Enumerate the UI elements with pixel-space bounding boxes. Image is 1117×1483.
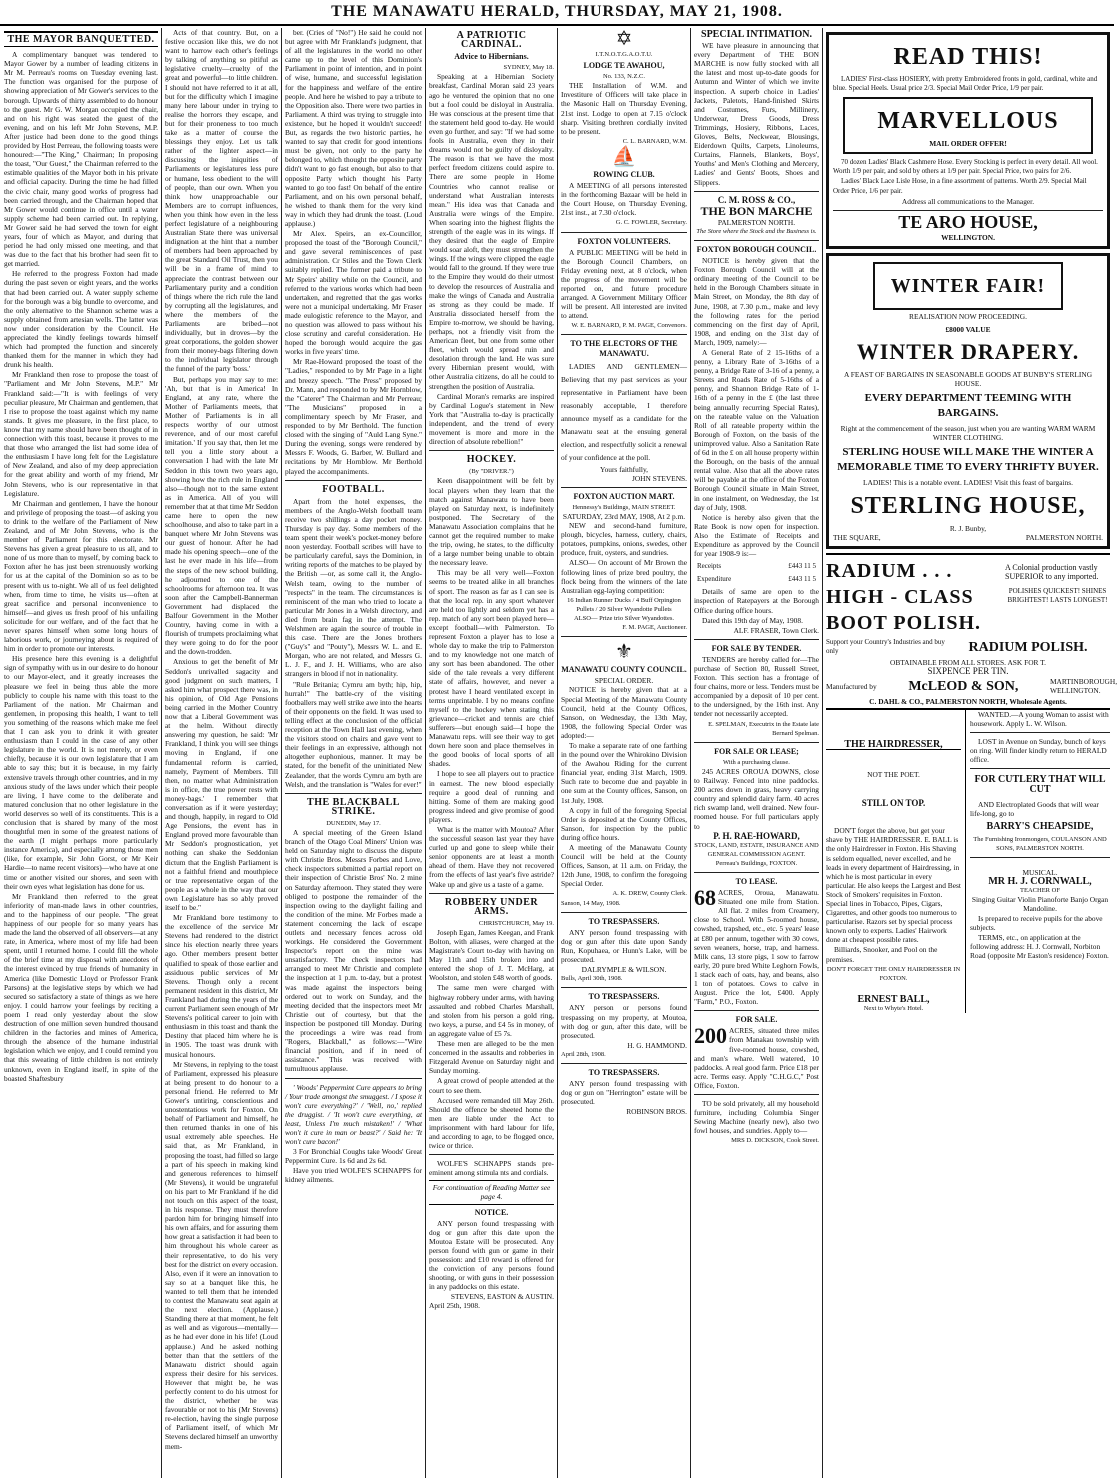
lease68-body: ACRES, Oroua, Manawatu. Situated one mile from Station. All flat. 2 miles from Creamery, close to School. With 5-roomed house, cowshed, trapshed, etc., etc. 5 years' lease at £80 per annum, together with 30 cows, seven weaners, horse, trap, and harness. Milk cans, 13 store pigs, 1 sow to farrow early, 20 pure bred White Leghorn Fowls, 1 stack each of oats, hay, and beans, also 1 ton of potatoes. Cows to calve in August. Price the lot, £400. Apply "Farm," P.O., Foxton. — [694, 888, 819, 1007]
lodge-signature: C. L. BARNARD, W.M. — [622, 137, 687, 145]
obtainable-text: OBTAINABLE FROM ALL STORES. ASK FOR T. — [889, 657, 1046, 667]
lease68-text — [694, 885, 819, 1007]
terms-text: TERMS, etc., on application at the following address: H. J. Cornwall, Norbiton Road (opposite Mr Easton's residence) Foxton. — [970, 932, 1109, 960]
store-line: The Store where the Stock and the Business is. — [696, 227, 817, 235]
trespass-signature: ROBINSON BROS. — [626, 1107, 687, 1117]
dahl-text: C. DAHL & CO., PALMERSTON NORTH, Wholesale Agents. — [826, 697, 1110, 710]
trespass-text: ANY person found trespassing with dog or gun after this date upon Sandy Run, Kopuhaea, or Hunn's Lake, will be prosecuted. — [561, 927, 687, 965]
dateline: DUNEDIN, May 17. — [326, 819, 381, 827]
divider — [561, 487, 687, 488]
divider — [285, 1078, 422, 1079]
radium-advert — [826, 553, 1117, 710]
electors-signature: JOHN STEVENS. — [631, 473, 687, 483]
not-poet: NOT THE POET. — [867, 770, 920, 780]
rowing-text: A MEETING of all persons interested in the forthcoming Bazaar will be held in the Court House, on Thursday Evening, 21st inst., at 7.30 o'clock. — [561, 181, 687, 218]
lodge-number: No. 133, N.Z.C. — [602, 73, 646, 81]
palmerston-text: PALMERSTON NORTH. — [1025, 532, 1103, 542]
electors-text: LADIES AND GENTLEMEN—Believing that my past services as your representative in Parliament have been reasonably acceptable, I therefore announce myself as a candidate for the Manawatu seat at the ensuing general election, and respectfully solicit a renewal of your confidence at the poll. — [561, 361, 687, 462]
table-row — [696, 561, 817, 572]
ernest-ball: ERNEST BALL, — [857, 993, 930, 1005]
council-rates: A General Rate of 2 15-16ths of a penny, a Library Rate of 3-16ths of a penny, a Bridge Rate of 3-16 of a penny, a Streets and Roads Rate of 5-16ths of a penny, and Shannon Bridge Rate of 1-16th of a penny in the £ (the last three being annually recurring Special Rates), on the rateable value on the Valuation Roll of all rateable property within the Borough of Foxton, on the basis of the unimproved value. Also a Sanitation Rate of 6d in the £ on all house property within the Borough, on the basis of the annual rental value. Also that all the above rates will be payable at the office of the Foxton Borough Council situate in Main Street, in one instalment, on Wednesday, the 1st day of July, 1908. — [694, 348, 819, 512]
tender-text: TENDERS are hereby called for—The purchase of Section 80, Russell Street, Foxton. This section has a frontage of four chains, more or less. Tenders must be accompanied by a deposit of 10 per cent. to the undersigned, by the 16th inst. Any tender not necessarily accepted. — [694, 654, 819, 719]
manager-note: Address all communications to the Manager. — [901, 196, 1035, 206]
lisle-text: Ladies' Black Lace Lisle Hose, in a fine assortment of patterns. Worth 2/9. Special Mail Order Price, 1/6 per pair. — [833, 177, 1087, 195]
marvellous-text: 70 dozen Ladies' Black Cashmere Hose. Every Stocking is perfect in every detail. All wool. Worth 1/9 per pair, and sold by others at 1/9 per pair. Special Price, two pairs for 2/6. — [833, 158, 1098, 176]
lodge-text: THE Installation of W.M. and Investiture of Officers will take place in the Masonic Hall on Thursday Evening, 21st inst. Lodge to open at 7.15 o'clock sharp. Visiting brethren cordially invited to be present. — [561, 81, 687, 136]
feast-text: A FEAST OF BARGAINS IN SEASONABLE GOODS AT BUNBY'S STERLING HOUSE. — [843, 370, 1093, 389]
auction-also: ALSO— On account of Mr Brown the following lines of prize bred poultry, the flock being from the winners of the late Australian egg-laying competition: — [561, 558, 687, 595]
divider — [694, 872, 819, 873]
agent-name: P. H. RAE-HOWARD, — [713, 830, 800, 841]
divider — [694, 191, 819, 192]
winter-fair-heading: WINTER FAIR! — [890, 274, 1046, 297]
lease-title: FOR SALE OR LEASE; — [714, 746, 799, 756]
column-rule — [161, 28, 162, 1478]
auction-date: SATURDAY, 23rd MAY, 1908, At 2 p.m. — [562, 512, 686, 521]
support-text: Support your Country's Industries and buy only — [826, 638, 945, 656]
trespass-signature: DALRYMPLE & WILSON. — [581, 965, 667, 975]
notice-date: April 25th, 1908. — [429, 1301, 480, 1311]
county-order: To make a separate rate of one farthing in the pound over the Whirokino Division of the Awahou Riding for the current financial year, ending 31st March, 1909. Such rate to become due and payable in one sum at the County offices, Sanson, on 1st July, 1908. — [561, 740, 687, 805]
lodge-title: LODGE TE AWAHOU, — [583, 61, 665, 71]
paragraph: Mr Frankland then referred to the great inferiority of man-made laws in other countries, and to the happiness of our people. "The great happiness of our people for so many years has made the land the observed of all observers—at any rate, in America, where most of my life had been spent, until I returned home. I could fill the whole of the brief time at my disposal with anecdotes of the interest evinced by true friends of humanity in America (like Domestic Lloyd or Professor Frank Parsons) at the legislative steps by which we had secured so satisfactory a state of things as we here enjoy. I could harrow your feelings by reciting a poem I read only yesterday about the slow destruction of one million seven hundred thousand children in the factories and mines of America, through the absence of the humane industrial legislation which we enjoy, and I could remind you that this sweating of little children is not entirely unknown, even in England itself, in spite of the boasted Shaftesbury — [4, 891, 158, 1083]
dateline: CHRISTCHURCH, May 19. — [478, 919, 554, 927]
paragraph: Mr Stevens, in replying to the toast of Parliament, expressed his pleasure at being present to do honour to a personal friend. He referred to Mr Gower's untiring, conscientious and unostentatious work for Foxton. On behalf of Parliament and himself, he then returned thanks in one of his usual extremely able speeches. He said that, as Mr Frankland, in proposing the toast, had filled so large a part of his speech in making kind and generous references to himself (Mr Stevens), it would be ungrateful on his part to Mr Frankland if he did not touch on this aspect of the toast, in his response. They must therefore pardon him for bringing himself into his own affairs, and for assuring them how great a satisfaction it had been to him throughout his whole career as their representative, to do his very best for the district on every occasion. Also, even if it were an innovation to say so at a banquet like this, he wanted to tell them that he intended to contest the Manawatu seat again at the next election. (Applause.) Standing there at that moment, he felt as well and as vigorous—mentally—as he had ever done in his life! (Loud applause.) And he asked nothing better than that the settlers of the Manawatu district should again express their desire for his services. However that might be, he was perfectly content to do his utmost for the district, whether he was favourable or not to his (Mr Stevens) re-election, having the single purpose of Parliament itself, of which Mr Stevens declared himself an unworthy mem- — [165, 1059, 278, 1451]
council-text: NOTICE is hereby given that the Foxton Borough Council will at the ordinary meeting of the Council to be held in the Borough Chambers situate in Main Street, on Monday, the 8th day of June, 1908, at 7.30 p.m., make and levy the following rates for the period commencing on the first day of April, 1908, and ending on the 31st day of March, 1909, namely:— — [694, 256, 819, 347]
trespass-text: ANY person or persons found trespassing on my property, at Moutoa, with dog or gun, after this date, will be prosecuted. — [561, 1003, 687, 1040]
sterling-make-text: STERLING HOUSE WILL MAKE THE WINTER A MEMORABLE TIME TO EVERY THRIFTY BUYER. — [837, 446, 1099, 474]
electro-text: AND Electroplated Goods that will wear life-long, go to — [970, 799, 1099, 818]
notice-title: NOTICE. — [474, 1207, 509, 1217]
paragraph: A special meeting of the Green Island branch of the Otago Coal Miners' Union was held on Saturday night to discuss the dispute with Christie Bros. Messrs Forbes and Love, check inspectors submitted a partial report on their inspection of Christie Bros' No. 2 mine on Saturday afternoon. They stated they were obliged to postpone the remainder of the inspection owing to the daylight failing and the condition of the mine. Mr Forbes made a statement concerning the lack of escape outlets and necessary fences across old workings. He considered the Government Inspector's report on the mine was unsatisfactory. The check inspectors had arranged to meet Mr Christie and complete the inspection at 1 p.m. to-day, but a protest was made against the inspectors being ordered out to work on Sunday, and the meeting decided that the inspectors meet Mr Christie out of courtesy, but that the inspection be postponed till Monday. During the proceedings a wire was read from "Rogers, Blackball," as follows:—"Wire financial position, and if in need of assistance." This was received with tumultuous applause. — [285, 827, 422, 1074]
auction-title: FOXTON AUCTION MART. — [573, 491, 675, 501]
store-town: PALMERSTON NORTH. — [717, 217, 796, 227]
column-6 — [694, 28, 819, 1480]
expenditure-value: £443 11 5 — [788, 575, 816, 584]
mcleod-heading: McLEOD & SON, — [908, 678, 1019, 694]
radium-line-3: BOOT POLISH. — [826, 611, 982, 634]
radium-line-1: RADIUM . . . — [826, 559, 953, 582]
paragraph: Anxious to get the benefit of Mr Seddon's unrivalled sagacity and good judgment on such matters, I asked him what prospect there was, in his opinion, of Old Age Pensions being carried in the Mother Country now that a Liberal Government was at the helm. Without directly answering my question, he said: 'Mr Frankland, I think you will see things moving in England, if one fundamental reform is carried, namely, Payment of Members. Till then, no matter what Administration is in office, the true power rests with money-bags.' I remember that conversation as if it were yesterday; and though, happily, in regard to Old Age Pensions, the event has in England proved more favourable than Mr Seddon's prognostication, yet nothing can shake the Seddonian dictum that the English Parliament is not a faithful friend and mouthpiece or true representative organ of the people as a whole in the way that our own Legislature has so ably proved itself to be." — [165, 657, 278, 912]
poem: ' Woods' Peppermint Cure appears to bring / Your trade amongst the smuggest. / I spose it won't cure everything?' / 'Well, no,' replied the druggist. / 'It won't cure everything, at least, Unless I'm much mistaken!' / 'What won't it cure in man or beast?' / Said he: 'It won't cure bacon!' — [285, 1082, 422, 1147]
divider — [694, 1010, 819, 1011]
sixpence-text: SIXPENCE PER TIN. — [927, 665, 1009, 676]
lease-text: 245 ACRES OROUA DOWNS, close to Railway. Fenced into nine paddocks. 200 acres down in grass, heavy carrying country and splendid dairy farm. 40 acres rich swamp land, well drained. New four-roomed house. For full particulars apply to — [694, 766, 819, 831]
paragraph: Mr Alex. Speirs, an ex-Councillor, proposed the toast of the "Borough Council," and gave several reminiscences of past administration. Cr Stiles and the Town Clerk suitably replied. The former paid a tribute to Mr Speirs' ability while on the Council, and referred to the various works which had been undertaken, and regretted that the gas works were not a municipal undertaking. Mr Fraser made eulogistic reference to the Mayor, and no question was allowed to pass without his close scrutiny and careful consideration. He hoped the borough would acquire the gas works in five years' time. — [285, 229, 422, 357]
trespass-date: Bulls, April 30th, 1908. — [561, 975, 623, 983]
article-title-football: FOOTBALL. — [322, 483, 385, 495]
advert: WOLFE'S SCHNAPPS stands pre-eminent among stimula nts and cordials. — [429, 1159, 554, 1178]
expenditure-label: Expenditure — [697, 575, 732, 584]
county-title: MANAWATU COUNTY COUNCIL. — [561, 665, 687, 675]
paragraph: These men are alleged to be the men concerned in the assaults and robberies in Fitzgerald Avenue on Saturday night and Sunday morning. — [429, 1039, 554, 1076]
paragraph: Speaking at a Hibernian Society breakfast, Cardinal Moran said 23 years ago he ventured the opinion that no one but a fool could be disloyal in Australia. He was conscious at the present time that the statement held good to-day. He would even go further, and say: "If we had some fools in Australia, even they in their dreams would not be guilty of disloyalty. The reason is that we have the most perfect freedom citizens could aspire to. There are some people in Home Countries who cannot realise or understand what Australian interests mean." His idea was that Canada and Australia were wings of the Empire. When soaring into the highest flights the strength of the eagle was in its wings. If they desired that the eagle of Empire would soar aloft, they must strengthen the wings. If the wings were clipped the eagle would fall to the ground. If they were true to the Empire they would do their utmost to develop the resources of Australia and make the wings of Canada and Australia as strong as they could be made. If Australia dissociated herself from the Empire to-morrow, we should be having, perhaps, not a friendly visit from the American fleet, but one from some other fleet, which would spread ruin and desolation through the land. He was sure every Hibernian present would, with other Australia citizens, do all he could to strengthen the position of Australia. — [429, 72, 554, 391]
read-this-heading: READ THIS! — [893, 44, 1043, 70]
private-sale-signature: MRS D. DICKSON, Cook Street. — [731, 1137, 819, 1145]
mail-offer: MAIL ORDER OFFER! — [929, 139, 1007, 149]
tender-title: FOR SALE BY TENDER. — [711, 643, 802, 653]
billiards-text: Billiards, Snooker, and Pool on the premises. — [826, 945, 938, 964]
estimate-table — [694, 559, 819, 587]
still-on-top: STILL ON TOP. — [861, 798, 926, 809]
sale-title: FOR SALE. — [735, 1015, 778, 1025]
electors-title: TO THE ELECTORS OF THE MANAWATU. — [570, 339, 678, 358]
divider — [694, 1094, 819, 1095]
paragraph: ber. (Cries of "No!") He said he could not but agree with Mr Frankland's judgment, that of all the legislatures in the world no other came up to the level of this Dominion's Parliament in point of intention, and in point of wise, humane, and successful legislation for the happiness and welfare of the entire people. And here he wished to pay a tribute to the Opposition also. There were two parties in Parliament. A third was trying to struggle into existence, but he hoped it wouldn't succeed! But, as regards the two historic parties, he wanted to say that credit for good intentions must be given, not only to the party he belonged to, which thought the opposite party didn't want to go fast enough, but also to that opposite Party which thought his Party wanted to go too fast! On behalf of the entire Parliament, and on his own personal behalf, he wished to thank them for the very kind way in which they had drunk the toast. (Loud applause.) — [285, 28, 422, 228]
divider — [561, 334, 687, 335]
radium-polish-heading: RADIUM POLISH. — [968, 639, 1088, 655]
radium-line-2: HIGH - CLASS — [826, 585, 974, 608]
lease68-number: 68 — [694, 885, 716, 911]
column-1 — [4, 28, 158, 1480]
paragraph: Mr Frankland then rose to propose the toast of "Parliament and Mr John Stevens, M.P." Mr Frankland said:—"It is with feelings of very peculiar pleasure, Mr Chairman and gentlemen, that I rise to propose the toast against which my name stands. It gives me pleasure, in the first place, to know that my name should have been thought of in connection with this toast, because it proves to me that those who arranged the list had some idea of the enthusiasm I have long felt for the Legislature of New Zealand, and also of my deep appreciation for the great ability and worth of my friend, Mr John Stevens, who is our representative in that Legislature. — [4, 370, 158, 498]
winter-fair-box — [873, 262, 1063, 310]
next-to-whytes: Next to Whyte's Hotel. — [863, 1004, 924, 1012]
advert: Have you tried WOLFE'S SCHNAPPS for kidney ailments. — [285, 1166, 422, 1185]
tearo-town: WELLINGTON. — [941, 232, 995, 242]
realisation: REALISATION NOW PROCEEDING. — [909, 311, 1027, 321]
drapery-heading: WINTER DRAPERY. — [856, 339, 1080, 365]
receipts-label: Receipts — [697, 562, 722, 571]
wanted-text: WANTED.—A young Woman to assist with housework. Apply L. W. Wilson. — [970, 709, 1109, 729]
colonial-text: A Colonial production vastly SUPERIOR to any imported. — [1005, 562, 1099, 581]
divider — [970, 732, 1110, 733]
column-rule — [557, 28, 558, 1478]
auction-also2: ALSO— Prize trio Silver Wyandottes. — [573, 615, 675, 623]
sale200-body: ACRES, situated three miles from Manakau township with five-roomed house, cowshed, and man's whare. Well watered, 10 paddocks. A real good farm. Price £18 per acre. Terms easy. Apply "C.H.G.C," Post Office, Foxton. — [694, 1026, 819, 1090]
martinborough-text: MARTINBOROUGH, WELLINGTON. — [1049, 677, 1117, 696]
rowing-title: ROWING CLUB. — [593, 169, 655, 179]
county-date: Sanson, 14 May, 1908. — [561, 899, 621, 907]
column-7 — [826, 28, 1117, 1480]
paragraph: "Rule Britania; Cymru am byth; hip, hip, hurrah!" The battle-cry of the visiting footballers may well strike awe into the hearts of their opponents on the field. It was used to telling effect at the conclusion of the official reception at the Town Hall last evening, when the visitors stood on chairs and gave vent to their feelings in an expressive, although not altogether euphonious, manner. It may be stated, for the benefit of the uninitiated New Zealander, that the words Cymru am byth are Welsh, and the translation is "Wales for ever!" — [285, 679, 422, 789]
hairdresser-heading: THE HAIRDRESSER, — [826, 740, 961, 750]
trespass-text: ANY person found trespassing with dog or gun on "Herrington" estate will be prosecuted. — [561, 1079, 687, 1107]
divider — [429, 893, 554, 894]
musical-heading: MUSICAL. — [1022, 868, 1058, 878]
county-text: NOTICE is hereby given that at a Special Meeting of the Manawatu County Council, held at the County Offices, Sanson, on Wednesday, the 13th May, 1908, the following Special Order was adopted:— — [561, 685, 687, 740]
divider — [561, 636, 687, 637]
council-signature: ALF. FRASER, Town Clerk. — [733, 625, 819, 635]
column-5 — [561, 28, 687, 1480]
trespass-date: April 28th, 1908. — [561, 1050, 606, 1058]
volunteers-text: A PUBLIC MEETING will be held in the Borough Council Chambers, on Friday evening next, at 8 o'clock, when the progress of the movement will be reported on, and future procedure arranged. A Government Military Officer will be present. All interested are invited to attend. — [561, 247, 687, 321]
paragraph: A great crowd of people attended at the court to see them. — [429, 1076, 554, 1095]
county-signature: A. K. DREW, County Clerk. — [612, 890, 687, 898]
teeming-text: EVERY DEPARTMENT TEEMING WITH BARGAINS. — [864, 392, 1072, 420]
divider — [285, 480, 422, 481]
tender-signature: E. SPELMAN, Executrix in the Estate late Bernard Spelman. — [708, 720, 819, 737]
sale200-text — [694, 1023, 819, 1090]
square-text: THE SQUARE, — [833, 532, 881, 542]
barrys-heading: BARRY'S CHEAPSIDE, — [986, 820, 1094, 832]
rowing-boat-icon: ⛵ — [611, 145, 637, 168]
table-row — [696, 574, 817, 585]
dateline: SYDNEY, May 18. — [503, 64, 554, 72]
column-rule — [281, 28, 282, 1478]
ladies-text: LADIES! This is a notable event. LADIES! Visit this feast of bargains. — [863, 478, 1073, 488]
paragraph: Keen disappointment will be felt by local players when they learn that the match against Manawatu to have been played on Saturday next, is indefinitely postponed. The Secretary of the Manawatu Association complains that he cannot get the required number to make the trip, owing, he states, to the difficulty of a large number being unable to obtain the necessary leave. — [429, 476, 554, 568]
paragraph: A complimentary banquet was tendered to Mayor Gower by a number of leading citizens in Mr M. Perreau's rooms on Tuesday evening last. The function was organised for the purpose of showing appreciation of Mr Gower's services to the borough. Upwards of thirty assembled to do honour to the guest. Mr G. W. Morgan occupied the chair, and on his right was seated the guest of the evening, and on his left Mr John Stevens, M.P. After justice had been done to the good things provided by Host Perreau, the following toasts were honoured:—"The King," Chairman; In proposing the toast, "Our Guest," the Chairman referred to the estimable qualities of the Mayor both in his private and official capacity. During the time he had filled the civic chair, many good works of progress had been carried through, and the Chairman hoped that Mr Gower would continue in office until a water supply scheme had been carried out. In replying, Mr Gower said he had served the town for eight years, four of which as Mayor, and during that period he had only missed one meeting, and that was due to the fact that his brother had seen fit to get married. — [4, 50, 158, 269]
column-rule — [690, 28, 691, 1478]
receipts-value: £443 11 5 — [788, 562, 816, 571]
tearo-heading: TE ARO HOUSE, — [898, 211, 1038, 232]
paragraph: Accused were remanded till May 26th. Should the offence be sheeted home the men are liable under the Act to imprisonment with hard labour for life, and according to age, to be flogged once, twice or thrice. — [429, 1095, 554, 1151]
marvellous-box — [843, 97, 1093, 154]
masthead: THE MANAWATU HERALD, THURSDAY, MAY 21, 1908. — [0, 0, 1114, 26]
divider — [694, 240, 819, 241]
council-note: Notice is hereby also given that the Rate Book is now open for inspection. Also the Estimate of Receipts and Expenditure as approved by the Council for year 1908-9 is:— — [694, 512, 819, 559]
paragraph: He referred to the progress Foxton had made during the past seven or eight years, and the works that had been carried out. A water supply scheme for the borough was a big bundle to overcome, and the only alternative to the Shannon scheme was a supply obtained from artesian wells. The latter was now under consideration by the Council. He appreciated the kindly feelings towards himself which had prompted the function and sincerely thanked them for the manner in which they had drunk his health. — [4, 269, 158, 370]
auction-items: 16 Indian Runner Ducks / 4 Buff Orpington Pullets / 20 Silver Wyandotte Pullets — [567, 596, 681, 613]
paragraph: Joseph Egan, James Keegan, and Frank Bolton, with aliases, were charged at the Magistrate's Court to-day with having on May 11th and 15th broken into and entered the shop of J. T. McHarg, at Woolston, and stolen £48 worth of goods. — [429, 927, 554, 983]
column-4 — [429, 28, 554, 1480]
trespass-title: TO TRESPASSERS. — [588, 1067, 660, 1077]
bunby-name: R. J. Bunby, — [949, 523, 987, 533]
county-meeting: A meeting of the Manawatu County Council will be held at the County Offices, Sanson, at 11 a.m. on Friday, the 12th June, 1908, to confirm the foregoing Special Order. — [561, 843, 687, 889]
column-rule — [822, 28, 823, 1478]
hairdresser-text: DON'T forget the above, but get your shave by THE HAIRDRESSER. E. BALL is the only Hairdresser in Foxton. His Shaving is seldom equalled, never excelled, and he leads in every department of Hairdressing, in which he is most particular in every particular. He also keeps the Largest and Best Stock of Smokers' requisites in Foxton. Special lines in Tobacco, Pipes, Cigars, Cigarettes, and other goods too numerous to particularise. Razors set by special process known only to experts. Ladies' Hairwork done at cheapest possible rates. — [826, 826, 961, 945]
private-sale-text: TO be sold privately, all my household furniture, including Columbia Singer Sewing Machine (nearly new), also two fowl houses, and sundries. Apply to— — [694, 1099, 819, 1136]
volunteers-title: FOXTON VOLUNTEERS. — [577, 236, 671, 246]
sterling-heading: STERLING HOUSE, — [850, 492, 1086, 519]
county-subtitle: SPECIAL ORDER. — [594, 676, 654, 686]
column-3 — [285, 28, 422, 1480]
paragraph: The same men were charged with highway robbery under arms, with having assaulted and robbed Charles Marshall, and stolen from his person a gold ring, two keys, a purse, and £4 5s in money, of an aggregate value of £5 7s. — [429, 983, 554, 1038]
divider — [429, 1154, 554, 1155]
byline: (By "DRIVER.") — [469, 468, 514, 476]
article-title-mayor: THE MAYOR BANQUETTED. — [4, 31, 158, 47]
advert: 3 For Bronchial Coughs take Woods' Great Peppermint Cure. 1s 6d and 2s 6d. — [285, 1147, 422, 1166]
paragraph: Mr Rae-Howard proposed the toast of the "Ladies," responded to by Mr Page in a light and breezy speech. "The Press" proposed by Dr. Mann, and responded to by Mr Hornblow, the "Caterer" The Chairman and Mr Perreau; "The Musicians" proposed in a complimentary speech by Mr Fraser, and responded to by Mr Berthold. The function closed with the singing of "Auld Lang Syne." During the evening, songs were rendered by Messrs F. Woods, G. Barber, W. Bullard and recitations by Mr Hornblow. Mr Berthold played the accompaniments. — [285, 357, 422, 476]
agent-desc: STOCK, LAND, ESTATE, INSURANCE AND GENERAL COMMISSION AGENT. — [694, 841, 819, 858]
instruments-text: Singing Guitar Violin Pianoforte Banjo Organ Mandoline. — [971, 895, 1109, 914]
divider — [833, 210, 1103, 211]
article-title-hockey: HOCKEY. — [466, 454, 517, 466]
read-this-advert — [826, 32, 1110, 249]
paragraph: Mr Chairman and gentlemen, I have the honour and privilege of proposing the toast—of asking you to drink to the welfare of the Parliament of New Zealand, and of Mr John Stevens, who is the member of Parliament for this electorate. Mr Stevens has given a great pleasure to us all, and to none of us more than to myself, by coming back to Foxton after he has just been strenuously working for us at the capital of the Dominion so as to be present with us to-night. We all of us feel delighted when, from time to time, he visits us—often at great sacrifice and personal inconvenience to himself—and gives us fresh proof of his unfailing solicitude for our welfare, and of the fact that he never spares himself when some long hours of laborious work, or journeying about is required of him in order to promote our interests. — [4, 498, 158, 654]
trespass-signature: H. G. HAMMOND. — [627, 1040, 687, 1050]
divider — [561, 232, 687, 233]
teacher-text: TEACHER OF — [1020, 887, 1060, 895]
article-title-blackball: THE BLACKBALL STRIKE. — [307, 796, 400, 817]
paragraph: Mr Frankland bore testimony to the excellence of the service Mr Stevens had rendered to the district since his election nearly three years ago. Other members present better qualified to speak of those earlier and assiduous public services of Mr Stevens. Though only a recent permanent resident in this district, Mr Frankland had during the years of the current Parliament seen enough of Mr Stevens's political career to join with enthusiasm in this toast and thank the Destiny that placed him where he is in 1905. The toast was drunk with musical honours. — [165, 913, 278, 1059]
paragraph: I hope to see all players out to practice in earnest. The new blood especially require a good deal of running and hitting. Some of them are making good progress indeed and give promise of good players. — [429, 769, 554, 824]
agent-address: Perreau's Buildings, FOXTON. — [715, 859, 798, 867]
volunteers-signature: W. E. BARNARD, P. M. PAGE, Convenors. — [571, 322, 687, 330]
lodge-emblem-text: I.T.N.O.T.G.A.O.T.U. — [595, 51, 653, 58]
article-subtitle: Advice to Hibernians. — [454, 52, 529, 62]
paragraph: His presence here this evening is a delightful sign of sympathy with us in our desire to do honour to our Mayor-elect, and it greatly increases the pleasure we feel in being thus able the more publicly to couple his name with this toast to the Parliament of the nation. Mr Chairman and gentlemen, in proposing this health, I want to tell you something of the reasons which make me feel that I can ask you to drink it with greater enthusiasm than I could in the case of any other legislature in the world. It is not merely, or even chiefly, because it is our own legislature that I am able to say this; but it is because, in my fairly extensive travels through other countries, and in my anxious study of the laws under which their people are living, I have come to the deliberate and matured conclusion that no other legislature in the world deserves so well of its constituents. This is a conclusion that is shared by many of the most thoughtful men in some of the greatest nations of the earth (I might perhaps more particularly instance America), and especially among those men (like, for example, Sir John Gorst, or Mr Keir Hardie—to name recent visitors)—who have at one time or another visited our shores, and seen with their own eyes what legislation has done for us. — [4, 654, 158, 891]
notice-text: ANY person found trespassing with dog or gun after this date upon the Moutoa Estate will be prosecuted. Any person found with gun or game in their possession: and £10 reward is offered for the conviction of any persons found shooting, or with guns in their possession in any paddocks on this estate. — [429, 1218, 554, 1292]
lost-text: LOST in Avenue on Sunday, bunch of keys on ring. Will finder kindly return to HERALD office. — [970, 737, 1107, 765]
divider — [970, 857, 1110, 858]
council-title: FOXTON BOROUGH COUNCIL. — [696, 244, 817, 254]
county-copy: A copy in full of the foregoing Special Order is deposited at the County Offices, Sanson, for inspection by the public during office hours. — [561, 805, 687, 842]
paragraph: What is the matter with Moutoa? After the successful season last year they have curled up and gone to sleep while their senior opponents are at least a month ahead of them. Have they not recovered from the effects of last year's five astride? Wake up and give us a taste of a game. — [429, 824, 554, 889]
hosiery-text: LADIES' First-class HOSIERY, with pretty Embroidered fronts in gold, cardinal, white and blue. Special Heels. Usual price 2/3. Special Mail Order Price, 1/9 per pair. — [833, 75, 1098, 93]
rowing-signature: G. C. FOWLER, Secretary. — [615, 219, 687, 227]
sterling-address — [833, 533, 1103, 542]
column-2 — [165, 28, 278, 1480]
electors-close: Yours faithfully, — [599, 464, 649, 474]
prepared-text: Is prepared to receive pupils for the above subjects. — [970, 913, 1103, 932]
article-title-robbery: ROBBERY UNDER ARMS. — [444, 896, 539, 917]
divider — [561, 987, 687, 988]
manufactured-text: Manufactured by — [826, 681, 877, 691]
lease-subtitle: With a purchasing clause. — [723, 758, 790, 766]
crest-icon: ⚜ — [615, 641, 633, 664]
polishes-text: POLISHES QUICKEST! SHINES BRIGHTEST! LASTS LONGEST! — [1007, 586, 1108, 604]
council-detail: Details of same are open to the inspection of Ratepayers at the Borough Office during office hours. — [694, 587, 819, 615]
masonic-emblem-icon: ✡ — [615, 28, 633, 50]
firm-name: C. M. ROSS & CO., — [717, 194, 796, 205]
auction-text: NEW and second-hand furniture, plough, bicycles, harness, cutlery, chairs, potatoes, pumpkins, onions, swedes, other produce, fruit, oysters, and sundries. — [561, 521, 687, 558]
column-rule — [425, 28, 426, 1478]
right-text: Right at the commencement of the season, just when you are wanting WARM WARM WINTER CLOTHING. — [840, 424, 1096, 443]
intimation-text: WE have pleasure in announcing that every Department of THE BON MARCHE is now fully stocked with all the latest and most up-to-date goods for Autumn and Winter of which we invite inspection. A superb choice in Ladies' Jackets, Paletots, Hand-finished Skirts and Costumes, Furs, Millinery, Underwear, Dress Goods, Dress Trimmings, Hosiery, Ribbons, Laces, Gloves, Belts, Neckwear, Blousings, Eiderdown Quilts, Carpets, Linoleums, Curtains, Flannels, Blankets, Boys', Youths' and Men's Clothing and Mercery, Ladies' and Gents' Boots, Shoes and Slippers. — [694, 41, 819, 187]
store-name: THE BON MARCHE — [700, 203, 813, 218]
winter-fair-advert — [826, 253, 1110, 549]
trespass-title: TO TRESPASSERS. — [588, 916, 660, 926]
dont-forget-text: DON'T FORGET THE ONLY HAIRDRESSER IN FOXTON. — [826, 965, 961, 982]
cutlery-heading: FOR CUTLERY THAT WILL CUT — [974, 774, 1106, 795]
auction-subtitle: Hennessy's Buildings, MAIN STREET. — [572, 503, 676, 511]
divider — [694, 742, 819, 743]
article-title-cardinal: A PATRIOTIC CARDINAL. — [456, 30, 527, 51]
divider — [429, 450, 554, 451]
intimation-title: SPECIAL INTIMATION. — [701, 29, 812, 40]
sale200-number: 200 — [694, 1023, 727, 1049]
trespass-title: TO TRESPASSERS. — [588, 992, 660, 1002]
divider — [561, 912, 687, 913]
paragraph: This may be all very well—Foxton seems to be treated alike in all branches of sport. The reason as far as I can see is that the local rep. in any sport whatever are held too lightly and seldom yet has a rep. match of any sort been played here—except football—with Palmerston. To represent Foxton a player has to lose a whole day to make the trip to Palmerston and to my knowledge not one match of any sort has been abandoned. The other side of the tale reveals a very different state of affairs, however, and never a protest have I heard ventilated except in terms unprintable. I by no means confine myself to the hockey when stating this grievance—cricket and tennis are chief sufferers—but enough said—I hope the Manawatu reps. will see their way to get down here soon and place themselves in the good books of local sports of all shades. — [429, 568, 554, 769]
council-dated: Dated this 19th day of May, 1908. — [702, 615, 803, 625]
continuation-note: For continuation of Reading Matter see page 4. — [429, 1180, 554, 1204]
marvellous-heading: MARVELLOUS — [877, 108, 1059, 135]
paragraph: Apart from the hotel expenses, the members of the Anglo-Welsh football team receive two shillings a day pocket money. Thursday is pay day. Some members of the team spent their week's pocket-money before noon yesterday. Football scribes will have to be particularly careful, says the Dominion, in writing reports of the matches to be played by the British —or, as some call it, the Anglo-Welsh team, owing to the number of "respects" in the team. The circumstances is reminiscent of the man who tried to locate a particular Mr Jones in a Welsh directory, and died from brain fag in the attempt. The Welshmen are again the source of trouble in this case. There are the Jones brothers ("Guy's" and "Pouty"), Messrs W. L. and E. Morgan, who are not related, and Messrs G. L. J. F., and J. H. Williams, who are also strangers in blood if not in nationality. — [285, 496, 422, 679]
divider — [970, 768, 1110, 769]
value: £8000 VALUE — [945, 324, 991, 334]
notice-signature: STEVENS, EASTON & AUSTIN. — [450, 1292, 554, 1302]
divider — [694, 639, 819, 640]
divider — [285, 793, 422, 794]
divider — [561, 1063, 687, 1064]
auction-signature: F. M. PAGE, Auctioneer. — [622, 624, 687, 632]
paragraph: But, perhaps you may say to me: 'Ah, but that is in America! In England, at any rate, where the Mother of Parliaments meets, that Mother of Parliaments is in all respects worthy of our utmost reverence, and of our most careful imitation.' If you say that, then let me tell you a little story about a conversation I had with the late Mr Seddon in this town two years ago, showing how the rich rule in England also—though not to the same extent as in America. All of you will remember that at that time Mr Seddon came here to open the new schoolhouse, and also to take part in a banquet where Mr John Stevens was our guest of honour. After he had made his opening speech—one of the last he ever made in his life—from the steps of the new school building, he adjourned to one of the schoolrooms for afternoon tea. It was soon after the Campbell-Bannerman Government had displaced the Balfour Government in the Mother Country, having come in with a flourish of trumpets proclaiming what they were going to do for the poor and the down-trodden. — [165, 374, 278, 657]
furnishing-text: The Furnishing Ironmongers, COULANSON AND SONS, PALMERSTON NORTH. — [973, 835, 1107, 852]
cornwall-heading: MR H. J. CORNWALL, — [988, 876, 1092, 888]
paragraph: Cardinal Moran's remarks are inspired by Cardinal Logue's statement in New York that "Australia to-day is practically independent, and the trend of every movement is more and more in the direction of absolute rebellion!" — [429, 391, 554, 447]
let-title: TO LEASE. — [735, 876, 778, 886]
paragraph: Acts of that country. But, on a festive occasion like this, we do not want to harrow each other's feelings by talking of anything so pitiful as legislative cruelty—cruelty of the great and powerful—to little children. I should not have referred to it at all, but for the difficulty which I imagine many here labour under in trying to realise the horrors they escape, and but for their proneness to too much take as a matter of course the blessings they enjoy. Let us talk rather of the lighter aspect—in discussing the iniquities of Parliaments or legislatures less pure or humane, less obedient to the will of people, than our own. When you think how unapproachable our Members are to corrupt influences, when you think how even in the less perfect legislature of a neighbouring Australian State there was universal indignation at the hint that a number of members had been approached by the great Standard Oil Trust, then you will be in a frame of mind to appreciate the contrast between our Parliamentary purity and a condition of things where the rich rule the land by corrupting all the legislatures, and where the members of the Parliaments are bribed—not individually, but in droves—by the great corporations, the golden shower from their money-bags filtering down to the individual legislator through the funnel of the party 'boss.' — [165, 28, 278, 374]
